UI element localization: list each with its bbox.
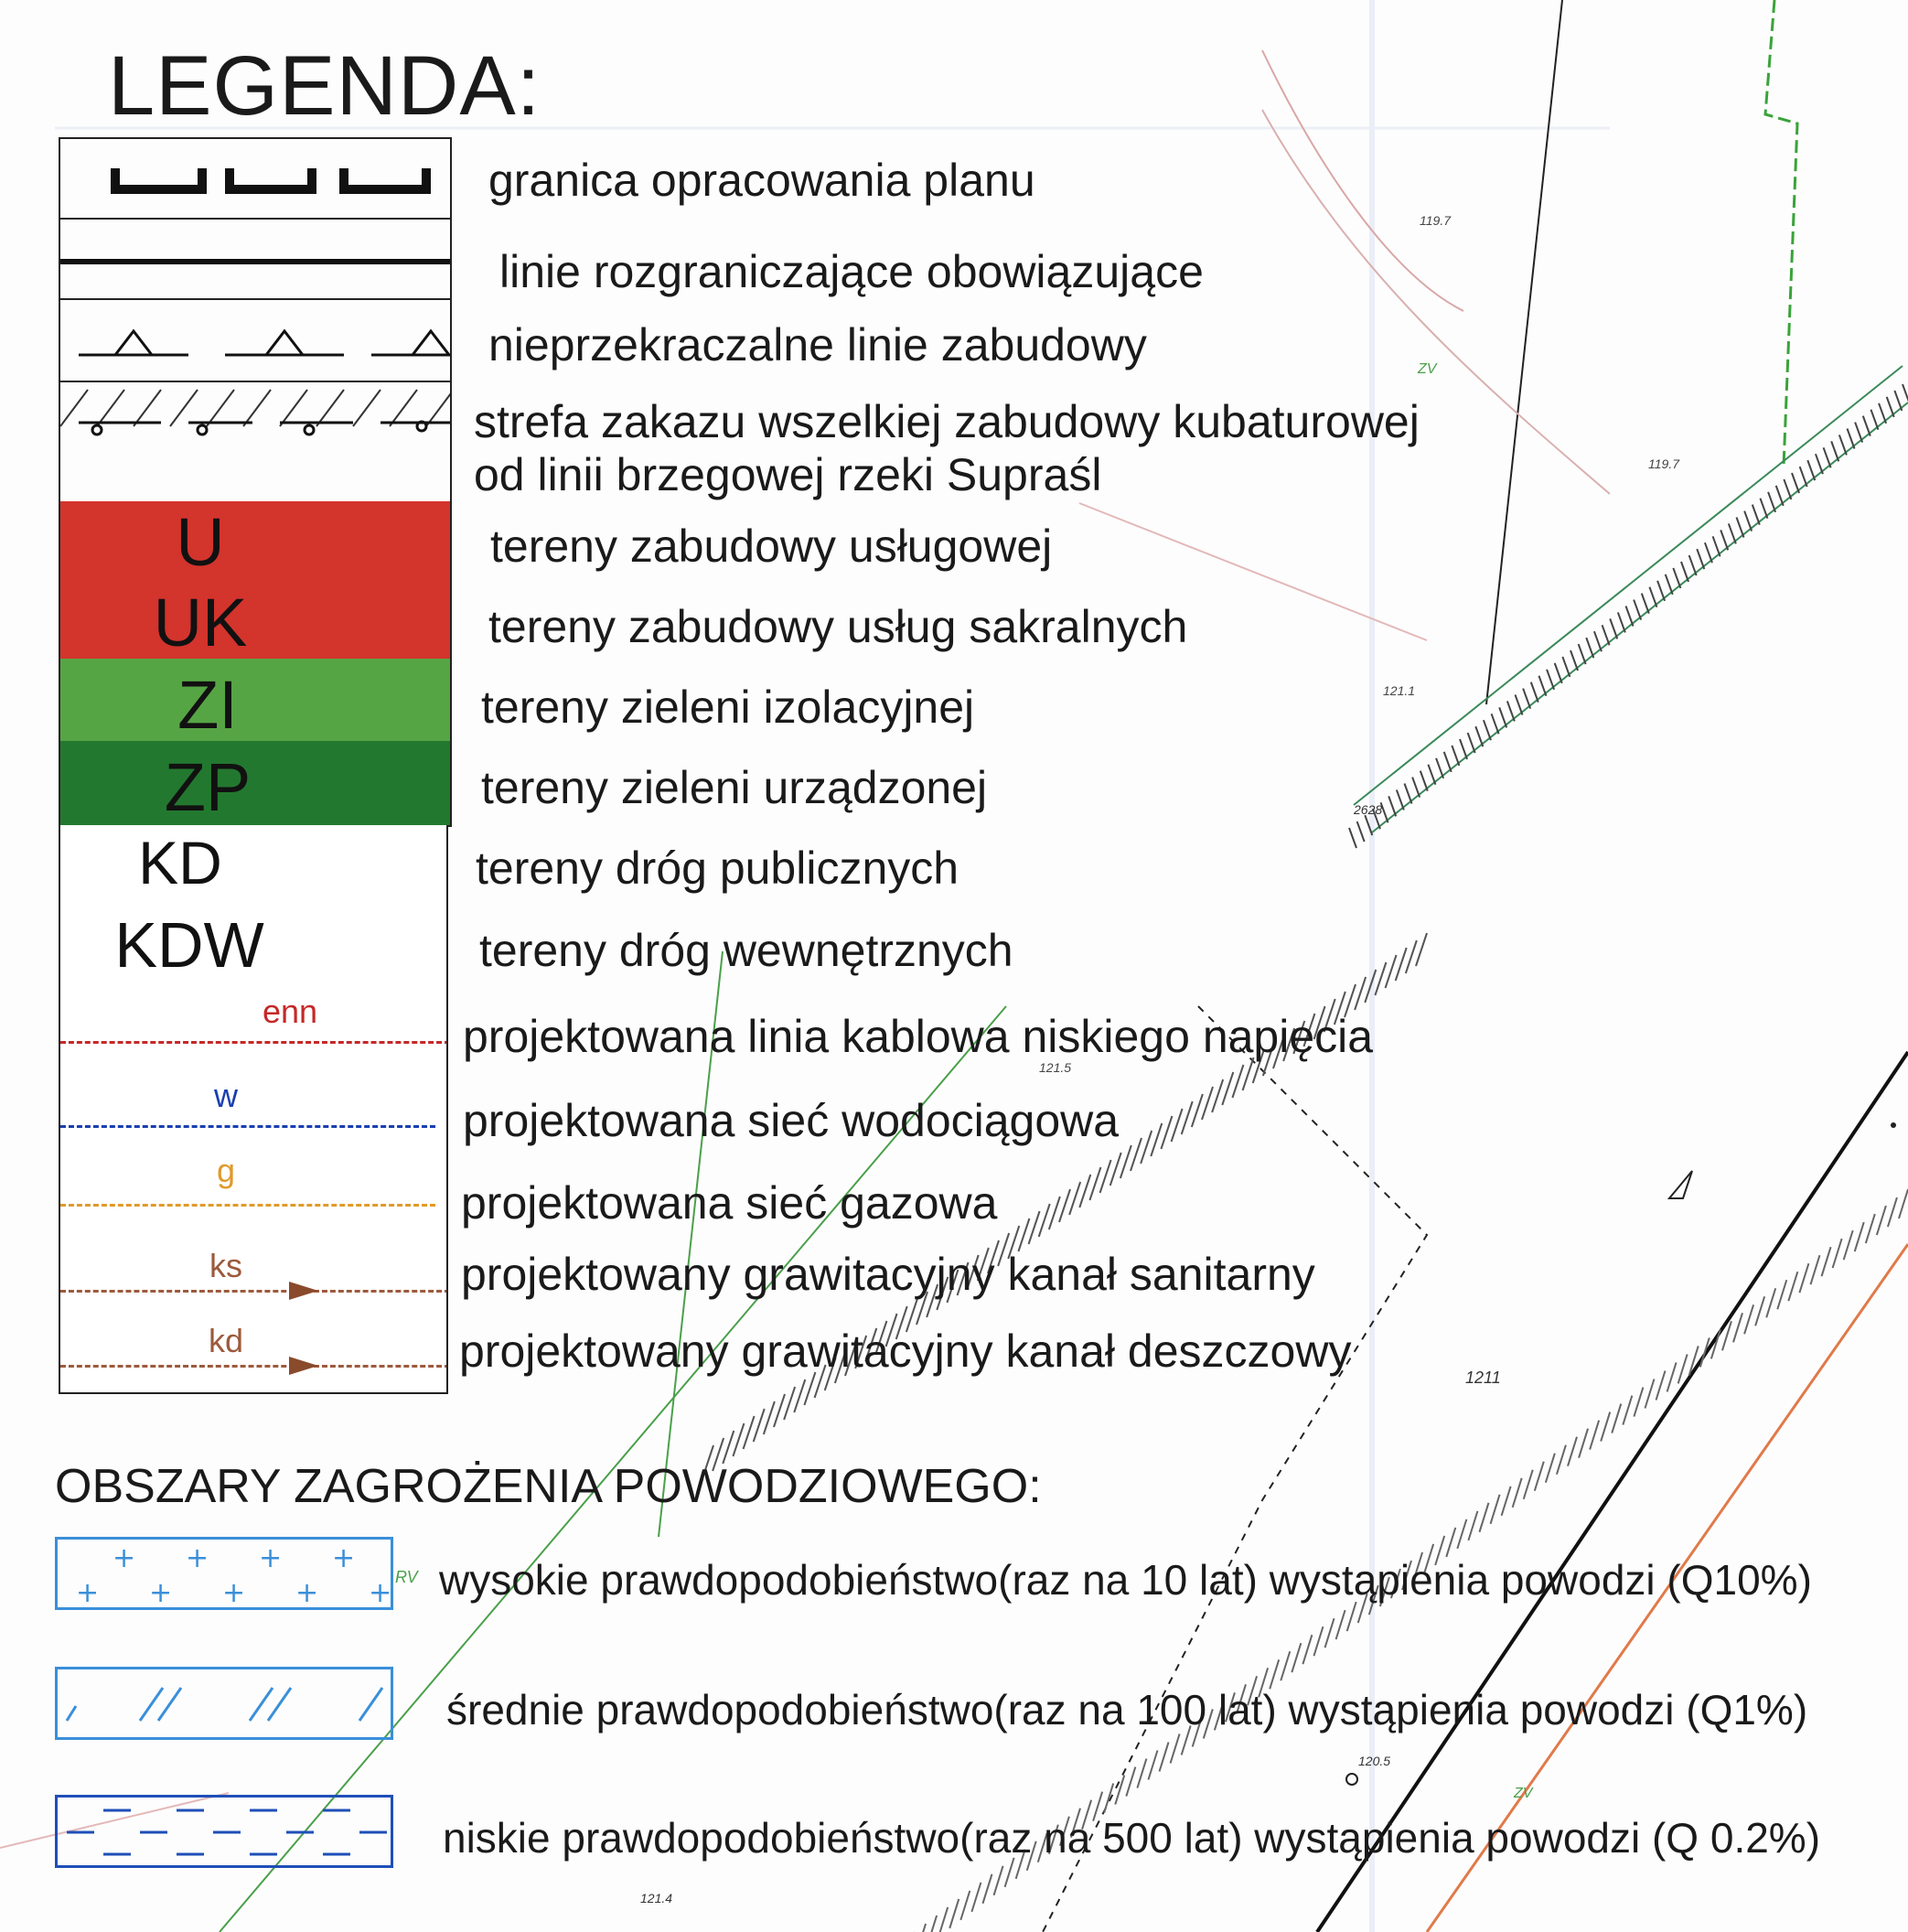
hatch-tick — [1610, 618, 1617, 639]
river-bank-line — [1262, 50, 1463, 311]
hatch-tick — [1689, 555, 1697, 575]
hatch-tick — [1870, 410, 1878, 430]
flood-section-title: OBSZARY ZAGROŻENIA POWODZIOWEGO: — [55, 1460, 1042, 1513]
hatch-tick — [1634, 1388, 1643, 1417]
hatch-tick — [1681, 562, 1688, 582]
height-label: 121.1 — [1383, 683, 1416, 698]
hatch-tick — [982, 1874, 992, 1904]
hatch-tick — [1737, 518, 1744, 538]
hatch-tick — [1557, 1445, 1566, 1475]
hatch-tick — [1457, 1519, 1466, 1549]
hatch-tick — [1612, 1404, 1621, 1433]
hatch-tick — [1594, 631, 1602, 651]
hatch-tick — [1579, 1429, 1588, 1458]
hatch-tick — [1744, 511, 1752, 531]
hatch-tick — [1768, 492, 1775, 512]
hatch-tick — [1697, 549, 1704, 569]
hatch-tick — [1894, 391, 1902, 411]
legend-code-KDW: KDW — [114, 909, 264, 981]
hatch-tick — [733, 1423, 744, 1456]
hatch-tick — [1172, 1109, 1183, 1142]
hatch-tick — [794, 1379, 805, 1412]
hatch-tick — [1171, 1733, 1180, 1763]
legend-swatch-U — [59, 501, 452, 582]
hatch-tick — [1800, 467, 1807, 487]
hatch-tick — [754, 1409, 765, 1442]
hatch-tick — [774, 1394, 785, 1427]
hatch-tick — [1357, 821, 1365, 842]
hatch-tick — [1484, 720, 1491, 740]
legend-label: projektowana sieć gazowa — [461, 1177, 998, 1229]
hatch-tick — [949, 1899, 959, 1928]
hatch-tick — [1475, 726, 1483, 746]
legend-swatch-enn — [59, 984, 448, 1067]
hatch-tick — [1568, 1437, 1577, 1466]
hatch-tick — [1863, 416, 1870, 436]
hatch-tick — [1192, 1094, 1203, 1127]
height-label: 121.4 — [640, 1891, 673, 1905]
green-boundary — [1765, 0, 1797, 467]
hatch-tick — [938, 1907, 948, 1932]
legend-swatch-kd — [59, 1306, 448, 1394]
legend-label: tereny zieleni izolacyjnej — [481, 682, 975, 733]
hatch-tick — [1833, 1239, 1842, 1268]
hatch-tick — [744, 1416, 755, 1449]
svg-text:+: + — [332, 1542, 356, 1574]
legend-label: projektowany grawitacyjny kanał sanitarny — [461, 1249, 1315, 1300]
legend-symbol-building-lines — [59, 298, 452, 382]
hatch-tick — [1899, 1189, 1908, 1218]
hatch-tick — [1059, 1189, 1070, 1222]
hatch-tick — [1452, 746, 1459, 766]
hatch-tick — [1816, 454, 1823, 474]
hatch-tick — [1570, 650, 1578, 671]
road-edge-line — [1317, 1052, 1908, 1932]
hatch-tick — [1822, 1247, 1831, 1276]
hatch-tick — [1212, 1079, 1223, 1112]
hatch-tick — [1375, 962, 1386, 995]
hatch-tick — [1491, 1495, 1500, 1524]
hatch-tick — [1753, 505, 1760, 525]
hatch-tick — [1562, 657, 1570, 677]
hatch-tick — [1388, 796, 1396, 816]
hatch-tick — [1444, 752, 1452, 772]
hatch-tick — [1397, 789, 1404, 810]
hatch-tick — [1713, 536, 1720, 556]
hatch-tick — [1645, 1379, 1654, 1409]
hatch-tick — [1347, 1602, 1356, 1631]
hatch-tick — [1349, 828, 1356, 848]
hatch-tick — [1839, 435, 1847, 455]
hatch-tick — [1777, 1280, 1786, 1309]
hatch-tick — [1579, 644, 1586, 664]
hatch-tick — [1848, 429, 1855, 449]
hatch-tick — [1766, 1288, 1775, 1317]
legend-code-UK: UK — [153, 585, 248, 660]
hatch-tick — [1855, 423, 1862, 443]
hatch-tick — [1049, 1197, 1060, 1229]
hatch-tick — [1792, 473, 1799, 493]
hatch-tick — [1667, 1362, 1677, 1391]
hatch-tick — [916, 1924, 926, 1932]
legend-symbol-no-build-zone — [59, 381, 452, 503]
hatch-tick — [994, 1866, 1003, 1895]
hatch-tick — [1903, 384, 1908, 404]
hatch-tick — [1492, 714, 1499, 734]
legend-swatch-KD — [59, 825, 448, 906]
hatch-tick — [1524, 1470, 1533, 1499]
hatch-tick — [1160, 1742, 1169, 1771]
hatch-tick — [1446, 1528, 1455, 1557]
hatch-tick — [1202, 1087, 1213, 1120]
height-label: 120.5 — [1358, 1754, 1391, 1768]
hatch-tick — [1776, 486, 1784, 506]
legend-code-ks: ks — [209, 1247, 242, 1284]
zone-label: ZV — [1418, 361, 1437, 377]
hatch-tick — [1788, 1272, 1797, 1301]
hatch-tick — [1232, 1065, 1243, 1098]
hatch-tick — [1507, 701, 1515, 721]
hatch-tick — [1151, 1123, 1162, 1156]
hatch-tick — [1386, 955, 1397, 988]
legend-symbol-dividing-lines — [59, 218, 452, 300]
hatch-tick — [1649, 587, 1656, 607]
hatch-tick — [1355, 977, 1366, 1010]
legend-swatch-UK — [59, 580, 452, 660]
hatch-tick — [1270, 1659, 1279, 1689]
zone-label: ZV — [1514, 1786, 1533, 1801]
hatch-tick — [1877, 1206, 1886, 1235]
hatch-tick — [1405, 784, 1412, 804]
flood-label-high: wysokie prawdopodobieństwo(raz na 10 lat) wystąpienia powodzi (Q10%) — [439, 1556, 1812, 1604]
legend-label: projektowana sieć wodociągowa — [463, 1095, 1120, 1146]
legend-label: tereny dróg publicznych — [476, 843, 959, 894]
hatch-tick — [1547, 670, 1554, 690]
hatch-tick — [1516, 695, 1523, 715]
hatch-tick — [1115, 1776, 1124, 1805]
hatch-tick — [1866, 1214, 1875, 1243]
hatch-tick — [1302, 1635, 1312, 1664]
hatch-tick — [1546, 1454, 1555, 1483]
hatch-tick — [1634, 600, 1641, 620]
svg-text:+: + — [76, 1577, 100, 1607]
legend-code-ZI: ZI — [177, 667, 238, 743]
height-label: 121.5 — [1039, 1060, 1072, 1075]
hatch-tick — [1243, 1057, 1254, 1090]
hatch-tick — [1760, 499, 1767, 519]
hatch-tick — [1744, 1304, 1753, 1334]
legend-label: projektowany grawitacyjny kanał deszczowy — [459, 1326, 1352, 1377]
zone-label: RV — [395, 1568, 418, 1586]
hatch-tick — [784, 1387, 795, 1420]
legend-code-KD: KD — [138, 829, 222, 896]
hatch-tick — [1137, 1759, 1146, 1788]
hatch-tick — [1888, 1197, 1897, 1227]
hatch-tick — [1729, 523, 1736, 543]
hatch-tick — [1468, 1511, 1477, 1540]
legend-label: tereny zieleni urządzonej — [481, 762, 988, 813]
height-label: 2628 — [1354, 802, 1383, 817]
legend-label: linie rozgraniczające obowiązujące — [499, 246, 1204, 297]
height-label: 1211 — [1465, 1368, 1501, 1387]
hatch-tick — [1523, 689, 1530, 709]
hatch-tick — [1325, 1618, 1335, 1648]
hatch-tick — [1657, 581, 1665, 601]
hatch-tick — [1502, 1487, 1511, 1516]
height-label: 119.7 — [1420, 213, 1451, 228]
svg-text:+: + — [113, 1542, 136, 1574]
svg-text:+: + — [186, 1542, 209, 1574]
hatch-tick — [1182, 1101, 1193, 1134]
hatch-tick — [1416, 933, 1427, 966]
hatch-tick — [1460, 739, 1467, 759]
hatch-tick — [1039, 1204, 1050, 1237]
hatch-tick — [1535, 1462, 1544, 1491]
hatch-tick — [1079, 1175, 1090, 1208]
hatch-tick — [1656, 1370, 1666, 1400]
legend-label: strefa zakazu wszelkiej zabudowy kubaturowej — [474, 396, 1420, 447]
legend-swatch-ZI — [59, 659, 452, 743]
hatch-tick — [1161, 1116, 1172, 1149]
hatch-tick — [1733, 1313, 1742, 1342]
hatch-tick — [1281, 1651, 1290, 1680]
hatch-tick — [1623, 1396, 1632, 1425]
legend-swatch-ks — [59, 1226, 448, 1308]
hatch-tick — [960, 1891, 970, 1920]
legend-code-g: g — [216, 1152, 236, 1189]
height-label: 119.7 — [1648, 456, 1679, 471]
svg-text:+: + — [369, 1577, 391, 1607]
hatch-tick — [1705, 542, 1712, 563]
legend-code-kd: kd — [208, 1322, 244, 1359]
hatch-tick — [1468, 733, 1475, 753]
hatch-tick — [1005, 1858, 1014, 1887]
legend-label: nieprzekraczalne linie zabudowy — [488, 319, 1147, 370]
hatch-tick — [1887, 397, 1894, 417]
flood-swatch-high — [55, 1537, 393, 1610]
legend-label: tereny zabudowy usługowej — [490, 521, 1053, 572]
svg-text:+: + — [149, 1577, 173, 1607]
hatch-tick — [1844, 1230, 1853, 1260]
svg-text:+: + — [259, 1542, 283, 1574]
hatch-tick — [1148, 1751, 1157, 1780]
hatch-tick — [1879, 403, 1886, 424]
hatch-tick — [1590, 1421, 1599, 1450]
legend-code-enn: enn — [262, 993, 318, 1030]
hatch-tick — [1126, 1767, 1135, 1797]
legend-swatch-KDW — [59, 904, 448, 986]
legend-label: projektowana linia kablowa niskiego napięcia — [463, 1011, 1374, 1062]
hatch-tick — [1538, 676, 1546, 696]
legend-label: granica opracowania planu — [488, 155, 1035, 206]
hatch-tick — [1586, 638, 1593, 658]
hatch-tick — [1626, 606, 1634, 627]
hatch-tick — [1824, 447, 1831, 467]
flood-label-medium: średnie prawdopodobieństwo(raz na 100 lat) wystąpienia powodzi (Q1%) — [446, 1686, 1808, 1733]
hatch-tick — [1601, 1412, 1610, 1442]
hatch-tick — [1678, 1354, 1688, 1383]
legend-swatch-ZP — [59, 741, 452, 827]
hatch-tick — [1336, 1610, 1345, 1639]
hatch-tick — [1673, 568, 1680, 588]
legend-code-U: U — [176, 504, 225, 580]
hatch-tick — [1100, 1160, 1111, 1193]
hatch-tick — [1292, 1643, 1301, 1672]
hatch-tick — [1784, 479, 1791, 499]
hatch-tick — [1110, 1153, 1121, 1186]
hatch-tick — [1222, 1072, 1233, 1105]
hatch-tick — [1141, 1131, 1152, 1164]
hatch-tick — [1428, 765, 1435, 785]
svg-text:+: + — [222, 1577, 246, 1607]
flood-swatch-medium — [55, 1667, 393, 1740]
hatch-tick — [1618, 612, 1625, 632]
hatch-tick — [1120, 1145, 1131, 1178]
legend-symbol-plan-boundary — [59, 137, 452, 220]
hatch-tick — [1720, 530, 1728, 550]
hatch-tick — [927, 1916, 937, 1932]
hatch-tick — [1666, 574, 1673, 595]
legend-code-w: w — [214, 1077, 238, 1114]
hatch-tick — [1755, 1296, 1764, 1326]
hatch-tick — [1642, 594, 1649, 614]
hatch-tick — [764, 1401, 775, 1434]
legend-label: tereny zabudowy usług sakralnych — [488, 601, 1188, 652]
hatch-tick — [1029, 1211, 1040, 1244]
hatch-tick — [804, 1372, 815, 1405]
hatch-tick — [1069, 1182, 1080, 1215]
hatch-tick — [1313, 1626, 1323, 1656]
hatch-tick — [1420, 771, 1428, 791]
hatch-tick — [1807, 460, 1815, 480]
parcel-line — [1486, 0, 1562, 704]
hatch-tick — [1479, 1503, 1488, 1532]
flood-label-low: niskie prawdopodobieństwo(raz na 500 lat) wystąpienia powodzi (Q 0.2%) — [443, 1814, 1821, 1862]
hatch-tick — [1855, 1222, 1864, 1251]
legend-swatch-g — [59, 1145, 448, 1228]
hatch-tick — [1831, 441, 1838, 461]
hatch-tick — [1018, 1218, 1029, 1251]
legend-code-ZP: ZP — [164, 749, 252, 825]
flood-swatch-low — [55, 1795, 393, 1868]
hatch-tick — [1513, 1478, 1522, 1508]
hatch-tick — [1089, 1167, 1100, 1200]
legend-title: LEGENDA: — [108, 39, 541, 133]
hatch-tick — [1131, 1138, 1142, 1171]
hatch-tick — [1531, 682, 1538, 703]
hatch-tick — [971, 1883, 981, 1912]
hatch-tick — [1104, 1784, 1113, 1813]
hatch-tick — [1406, 940, 1417, 973]
hatch-tick — [1396, 948, 1407, 981]
hatch-tick — [1499, 707, 1506, 727]
hatch-tick — [1810, 1255, 1819, 1284]
svg-text:+: + — [295, 1577, 319, 1607]
hatch-tick — [1603, 625, 1610, 645]
hatch-tick — [1412, 778, 1420, 798]
legend-label: tereny dróg wewnętrznych — [479, 925, 1013, 976]
legend-swatch-w — [59, 1065, 448, 1147]
hatch-tick — [1436, 758, 1443, 778]
hatch-tick — [1555, 663, 1562, 683]
hatch-tick — [1799, 1263, 1808, 1293]
legend-label-line2: od linii brzegowej rzeki Supraśl — [474, 449, 1102, 500]
